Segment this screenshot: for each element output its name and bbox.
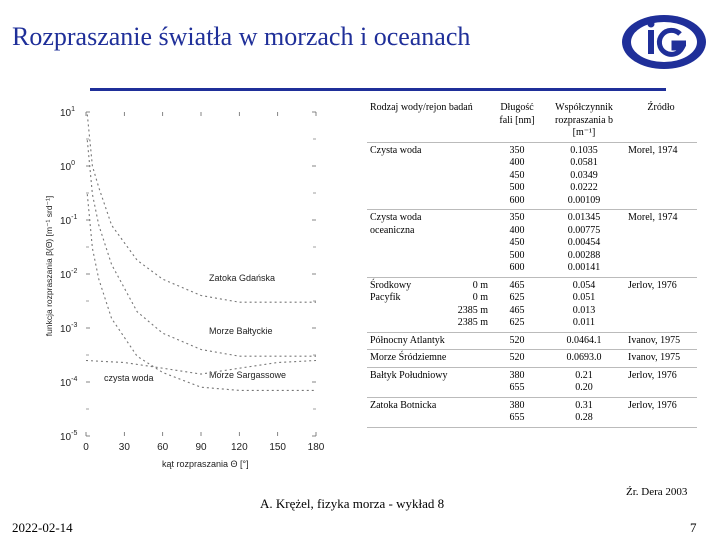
cell-water-type: Środkowy Pacyfik 0 m 0 m 2385 m 2385 m bbox=[367, 277, 491, 332]
cell-coefficient: 0.31 0.28 bbox=[543, 397, 625, 427]
cell-source: Ivanov, 1975 bbox=[625, 350, 697, 368]
cell-wavelength: 350 400 450 500 600 bbox=[491, 210, 543, 278]
title-underline bbox=[90, 88, 666, 91]
y-tick-label: $10^0$ bbox=[60, 160, 76, 173]
series-label: Morze Sargassowe bbox=[209, 370, 287, 380]
cell-coefficient: 0.0464.1 bbox=[543, 332, 625, 350]
x-axis-label: kąt rozpraszania Θ [°] bbox=[162, 459, 249, 469]
table-row bbox=[367, 142, 697, 210]
header-wavelength: Długość fali [nm] bbox=[491, 100, 543, 142]
header-water-type: Rodzaj wody/rejon badań bbox=[367, 100, 491, 142]
cell-water-type: Północny Atlantyk bbox=[367, 332, 491, 350]
cell-source: Jerlov, 1976 bbox=[625, 277, 697, 332]
x-tick-label: 180 bbox=[307, 442, 325, 453]
cell-water-type: Zatoka Botnicka bbox=[367, 397, 491, 427]
cell-wavelength: 380 655 bbox=[491, 397, 543, 427]
table-row bbox=[367, 367, 697, 397]
cell-wavelength: 465 625 465 625 bbox=[491, 277, 543, 332]
table-row bbox=[367, 397, 697, 427]
cell-water-type: Bałtyk Południowy bbox=[367, 367, 491, 397]
cell-source: Morel, 1974 bbox=[625, 142, 697, 210]
x-tick-label: 120 bbox=[230, 442, 248, 453]
table-row bbox=[367, 350, 697, 368]
cell-water-type: Czysta woda bbox=[367, 142, 491, 210]
series-line-1 bbox=[87, 140, 316, 356]
plot-area bbox=[60, 106, 325, 453]
header-source: Źródło bbox=[625, 100, 697, 142]
y-tick-label: $10^{-5}$ bbox=[60, 430, 78, 443]
series-line-2 bbox=[87, 194, 316, 390]
y-tick-label: $10^{-4}$ bbox=[60, 376, 78, 389]
series-label: Zatoka Gdańska bbox=[209, 273, 276, 283]
table-row bbox=[367, 277, 697, 332]
scattering-chart bbox=[24, 100, 362, 472]
cell-water-type: Morze Śródziemne bbox=[367, 350, 491, 368]
footer-date: 2022-02-14 bbox=[12, 520, 73, 535]
series-label: Morze Bałtyckie bbox=[209, 326, 273, 336]
cell-source: Jerlov, 1976 bbox=[625, 367, 697, 397]
cell-coefficient: 0.01345 0.00775 0.00454 0.00288 0.00141 bbox=[543, 210, 625, 278]
cell-coefficient: 0.0693.0 bbox=[543, 350, 625, 368]
table-header-row bbox=[367, 100, 697, 142]
cell-wavelength: 520 bbox=[491, 350, 543, 368]
university-logo bbox=[618, 12, 710, 72]
x-tick-label: 30 bbox=[118, 442, 130, 453]
y-tick-label: $10^{-2}$ bbox=[60, 268, 78, 281]
footer-author: A. Krężel, fizyka morza - wykład 8 bbox=[260, 496, 445, 511]
cell-wavelength: 520 bbox=[491, 332, 543, 350]
cell-coefficient: 0.1035 0.0581 0.0349 0.0222 0.00109 bbox=[543, 142, 625, 210]
x-tick-label: 0 bbox=[83, 442, 89, 453]
table-row bbox=[367, 332, 697, 350]
y-tick-label: $10^1$ bbox=[60, 106, 76, 119]
cell-source: Morel, 1974 bbox=[625, 210, 697, 278]
x-tick-label: 60 bbox=[157, 442, 169, 453]
y-tick-label: $10^{-1}$ bbox=[60, 214, 78, 227]
table-row bbox=[367, 210, 697, 278]
x-tick-label: 150 bbox=[269, 442, 287, 453]
series-line-0 bbox=[87, 115, 316, 303]
cell-source: Jerlov, 1976 bbox=[625, 397, 697, 427]
cell-wavelength: 380 655 bbox=[491, 367, 543, 397]
x-tick-label: 90 bbox=[195, 442, 207, 453]
source-note: Źr. Dera 2003 bbox=[626, 486, 688, 498]
cell-coefficient: 0.21 0.20 bbox=[543, 367, 625, 397]
y-tick-label: $10^{-3}$ bbox=[60, 322, 78, 335]
page-number: 7 bbox=[690, 520, 697, 535]
scattering-coefficient-table bbox=[367, 100, 697, 428]
y-axis-label: funkcja rozpraszania β(Θ) [m⁻¹ srd⁻¹] bbox=[44, 195, 54, 337]
slide-title: Rozpraszanie światła w morzach i oceanach bbox=[12, 22, 471, 51]
series-label: czysta woda bbox=[104, 373, 154, 383]
cell-wavelength: 350 400 450 500 600 bbox=[491, 142, 543, 210]
cell-coefficient: 0.054 0.051 0.013 0.011 bbox=[543, 277, 625, 332]
cell-source: Ivanov, 1975 bbox=[625, 332, 697, 350]
cell-water-type: Czysta woda oceaniczna bbox=[367, 210, 491, 278]
header-coefficient: Współczynnik rozpraszania b [m⁻¹] bbox=[543, 100, 625, 142]
